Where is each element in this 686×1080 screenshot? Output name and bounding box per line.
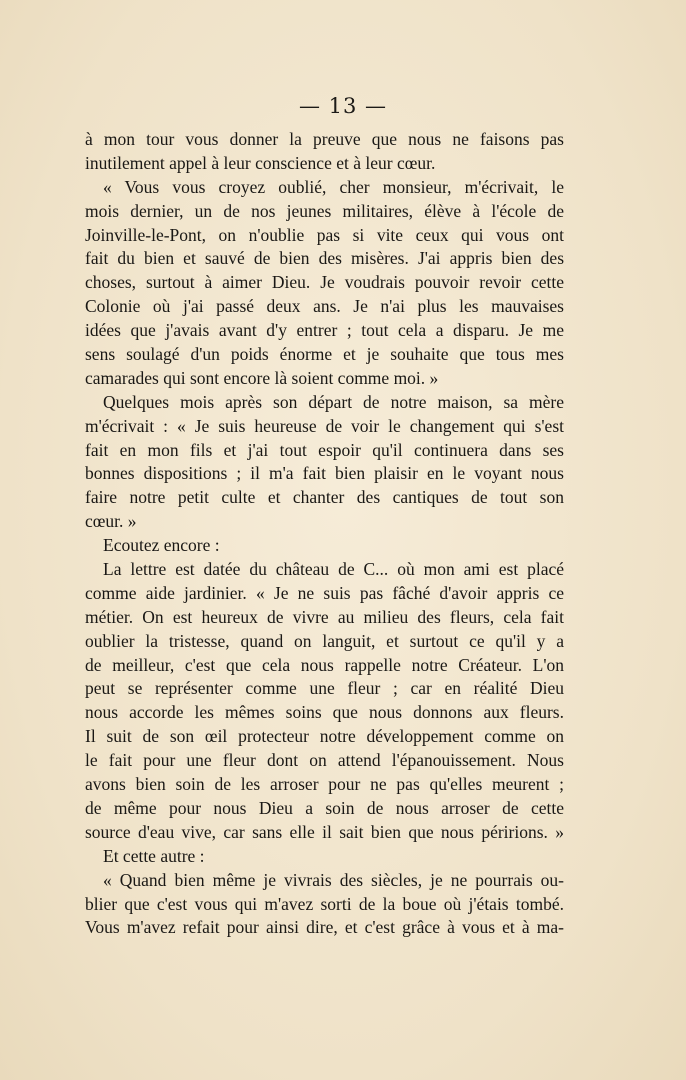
text-line: à mon tour vous donner la preuve que nous ne faisons pas (85, 129, 564, 149)
text-line: idées que j'avais avant d'y entrer ; tout cela a disparu. Je me (85, 320, 564, 341)
text-line: nous accorde les mêmes soins que nous donnons aux fleurs. (85, 702, 564, 723)
body-text (85, 128, 564, 940)
text-line: peut se représenter comme une fleur ; car en réalité Dieu (85, 678, 564, 699)
text-line: source d'eau vive, car sans elle il sait bien que nous péririons. » (85, 821, 564, 842)
text-line: Il suit de son œil protecteur notre développement comme on (85, 726, 564, 747)
text-line: Quelques mois après son départ de notre maison, sa mère (103, 391, 564, 412)
text-line: cœur. » (85, 511, 137, 532)
text-line: avons bien soin de les arroser pour ne pas qu'elles meurent ; (85, 774, 564, 795)
text-line: sens soulagé d'un poids énorme et je souhaite que tous mes (85, 344, 564, 365)
text-line: faire notre petit culte et chanter des cantiques de tout son (85, 487, 564, 508)
text-line: oublier la tristesse, quand on languit, et surtout ce qu'il y a (85, 630, 564, 651)
text-line: Et cette autre : (103, 845, 205, 866)
text-line: inutilement appel à leur conscience et à leur cœur. (85, 152, 436, 173)
text-line: mois dernier, un de nos jeunes militaires, élève à l'école de (85, 200, 564, 221)
text-line: bonnes dispositions ; il m'a fait bien plaisir en le voyant nous (85, 463, 564, 484)
text-line: fait du bien et sauvé de bien des misères. J'ai appris bien des (85, 248, 564, 269)
text-line: m'écrivait : « Je suis heureuse de voir le changement qui s'est (85, 415, 564, 436)
text-line: Vous m'avez refait pour ainsi dire, et c'est grâce à vous et à ma- (85, 917, 564, 938)
text-line: métier. On est heureux de vivre au milieu des fleurs, cela fait (85, 606, 564, 627)
text-line: Ecoutez encore : (103, 535, 220, 556)
text-line: fait en mon fils et j'ai tout espoir qu'il continuera dans ses (85, 439, 564, 460)
text-line: « Vous vous croyez oublié, cher monsieur, m'écrivait, le (103, 176, 564, 197)
text-line: de même pour nous Dieu a soin de nous arroser de cette (85, 797, 564, 818)
text-line: comme aide jardinier. « Je ne suis pas fâché d'avoir appris ce (85, 582, 564, 603)
text-line: camarades qui sont encore là soient comme moi. » (85, 367, 439, 388)
text-line: de meilleur, c'est que cela nous rappelle notre Créateur. L'on (85, 654, 564, 675)
text-line: Colonie où j'ai passé deux ans. Je n'ai plus les mauvaises (85, 296, 564, 317)
text-line: choses, surtout à aimer Dieu. Je voudrais pouvoir revoir cette (85, 272, 564, 293)
text-line: le fait pour une fleur dont on attend l'épanouissement. Nous (85, 750, 564, 771)
page-number: — 13 — (298, 94, 388, 118)
text-line: La lettre est datée du château de C... où mon ami est placé (103, 559, 564, 580)
text-line: « Quand bien même je vivrais des siècles, je ne pourrais ou- (103, 869, 564, 890)
text-line: Joinville-le-Pont, on n'oublie pas si vite ceux qui vous ont (85, 224, 564, 245)
text-line: blier que c'est vous qui m'avez sorti de la boue où j'étais tombé. (85, 893, 564, 914)
